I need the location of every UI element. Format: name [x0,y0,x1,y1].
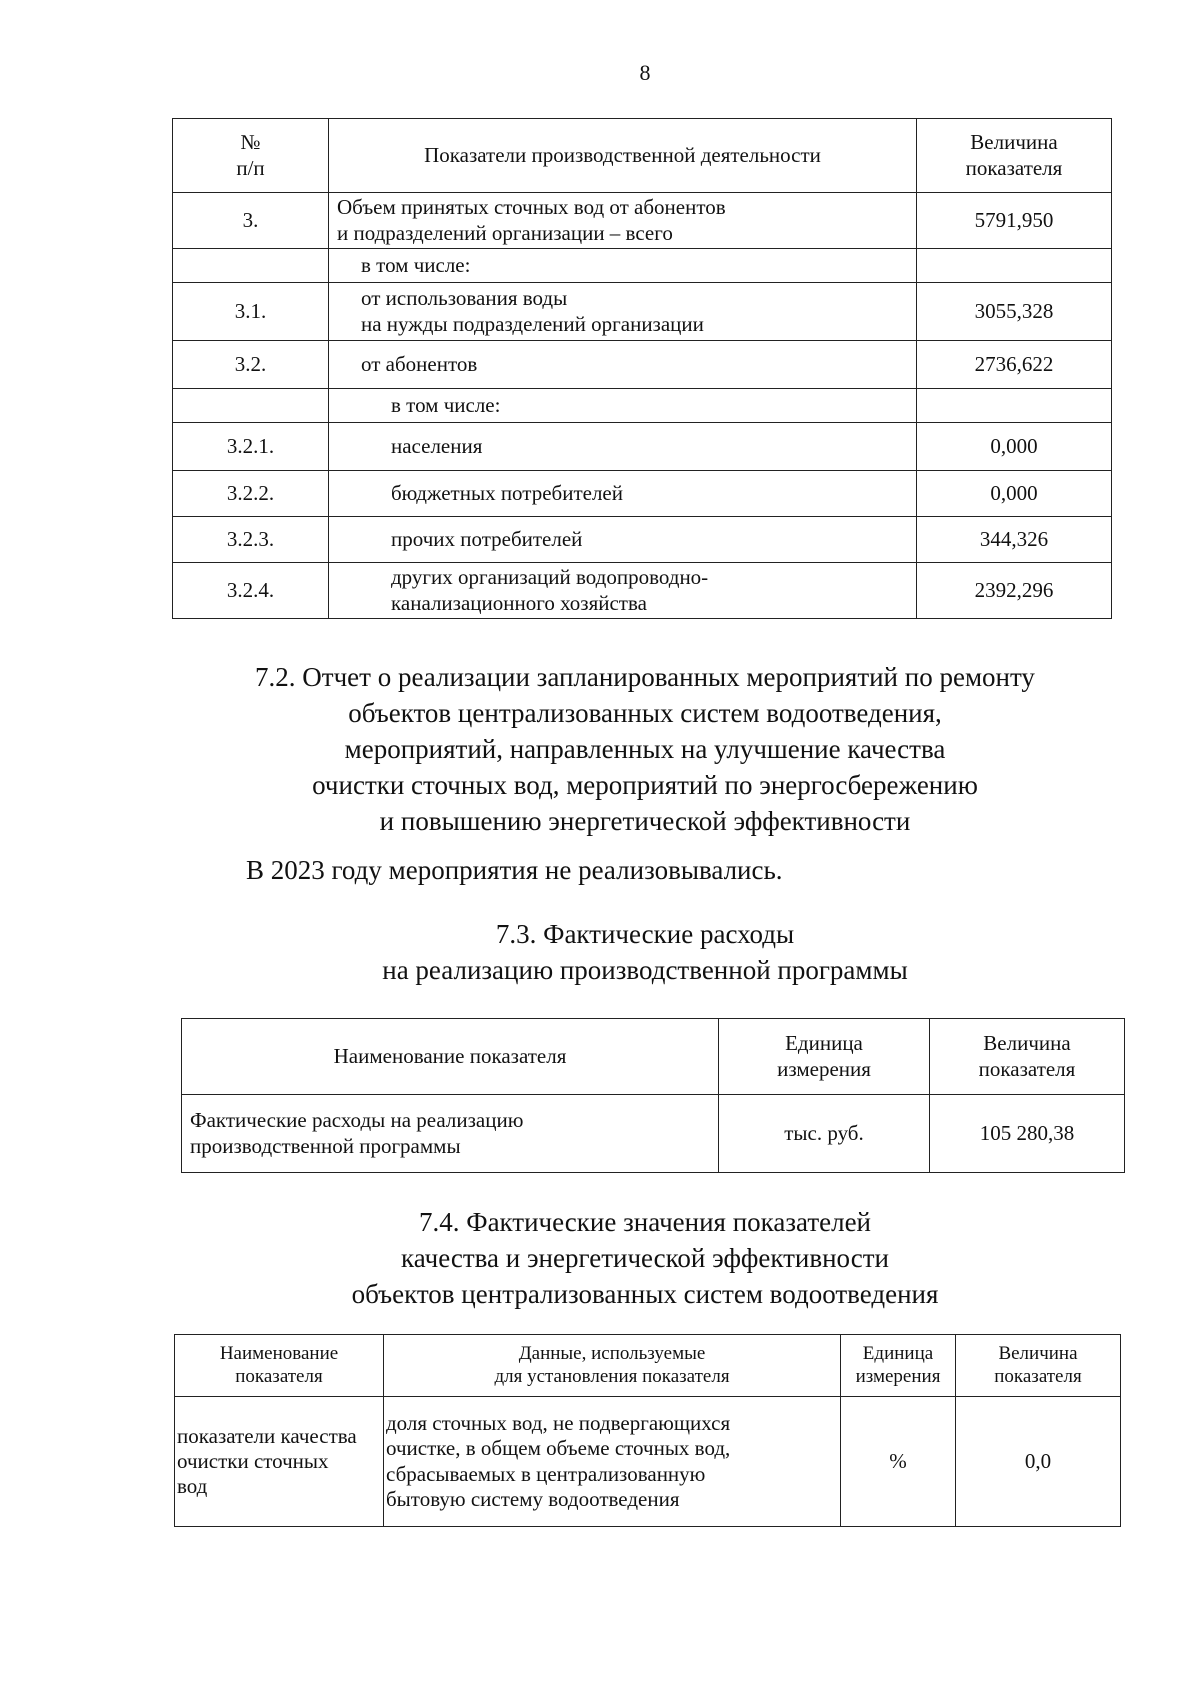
row-label: бюджетных потребителей [329,471,917,517]
row-label: в том числе: [329,249,917,283]
row-number: 3.2. [173,341,329,389]
section-7-2-heading: 7.2. Отчет о реализации запланированных мероприятий по ремонту объектов централизованных систем водоотведения, мероприятий, направленных на улучшение качества очистки сточных вод, мероприятий по энергосбережению и повышению энергетической эффективности [255,662,1035,836]
row-unit: % [841,1397,956,1527]
table-row [173,341,1112,389]
table-row [173,471,1112,517]
table-row [173,423,1112,471]
row-label: населения [329,423,917,471]
column-header-unit: Единица измерения [841,1335,956,1397]
row-number: 3. [173,193,329,249]
column-header-unit: Единица измерения [719,1019,930,1095]
row-value [917,249,1112,283]
column-header-indicator: Показатели производственной деятельности [329,119,917,193]
row-number: 3.2.4. [173,563,329,619]
table-header-row [175,1335,1121,1397]
row-number [173,389,329,423]
row-label: Объем принятых сточных вод от абонентов и подразделений организации – всего [329,193,917,249]
table-row [173,563,1112,619]
row-value: 0,0 [956,1397,1121,1527]
row-value: 105 280,38 [930,1095,1125,1173]
column-header-name: Наименование показателя [182,1019,719,1095]
table-row [173,193,1112,249]
table-row [173,389,1112,423]
table-row [175,1397,1121,1527]
table-row [173,249,1112,283]
row-value: 3055,328 [917,283,1112,341]
column-header-value: Величина показателя [956,1335,1121,1397]
section-7-4-heading: 7.4. Фактические значения показателей качества и энергетической эффективности объектов централизованных систем водоотведения [351,1207,939,1309]
table-row [173,283,1112,341]
row-number [173,249,329,283]
table-row [173,517,1112,563]
column-header-number: № п/п [173,119,329,193]
table-header-row [173,119,1112,193]
column-header-value: Величина показателя [917,119,1112,193]
row-value: 0,000 [917,423,1112,471]
row-number: 3.2.1. [173,423,329,471]
row-number: 3.2.3. [173,517,329,563]
section-7-2-text: В 2023 году мероприятия не реализовывались. [246,855,783,885]
column-header-data: Данные, используемые для установления показателя [384,1335,841,1397]
row-number: 3.1. [173,283,329,341]
section-7-3-heading: 7.3. Фактические расходы на реализацию производственной программы [382,919,908,985]
column-header-name: Наименование показателя [175,1335,384,1397]
row-value: 344,326 [917,517,1112,563]
row-unit: тыс. руб. [719,1095,930,1173]
actual-expenses-table [181,1018,1125,1173]
quality-indicators-table [174,1334,1121,1527]
row-label: от абонентов [329,341,917,389]
row-value: 2736,622 [917,341,1112,389]
row-data: доля сточных вод, не подвергающихся очистке, в общем объеме сточных вод, сбрасываемых в централизованную бытовую систему водоотведения [384,1397,841,1527]
row-label: от использования воды на нужды подразделений организации [329,283,917,341]
row-label: других организаций водопроводно- канализационного хозяйства [329,563,917,619]
row-name: Фактические расходы на реализацию производственной программы [182,1095,719,1173]
row-number: 3.2.2. [173,471,329,517]
table-header-row [182,1019,1125,1095]
row-name: показатели качества очистки сточных вод [175,1397,384,1527]
row-value: 0,000 [917,471,1112,517]
column-header-value: Величина показателя [930,1019,1125,1095]
production-indicators-table [172,118,1112,619]
row-label: в том числе: [329,389,917,423]
row-value [917,389,1112,423]
table-row [182,1095,1125,1173]
page-number: 8 [639,60,651,85]
row-value: 2392,296 [917,563,1112,619]
row-value: 5791,950 [917,193,1112,249]
row-label: прочих потребителей [329,517,917,563]
